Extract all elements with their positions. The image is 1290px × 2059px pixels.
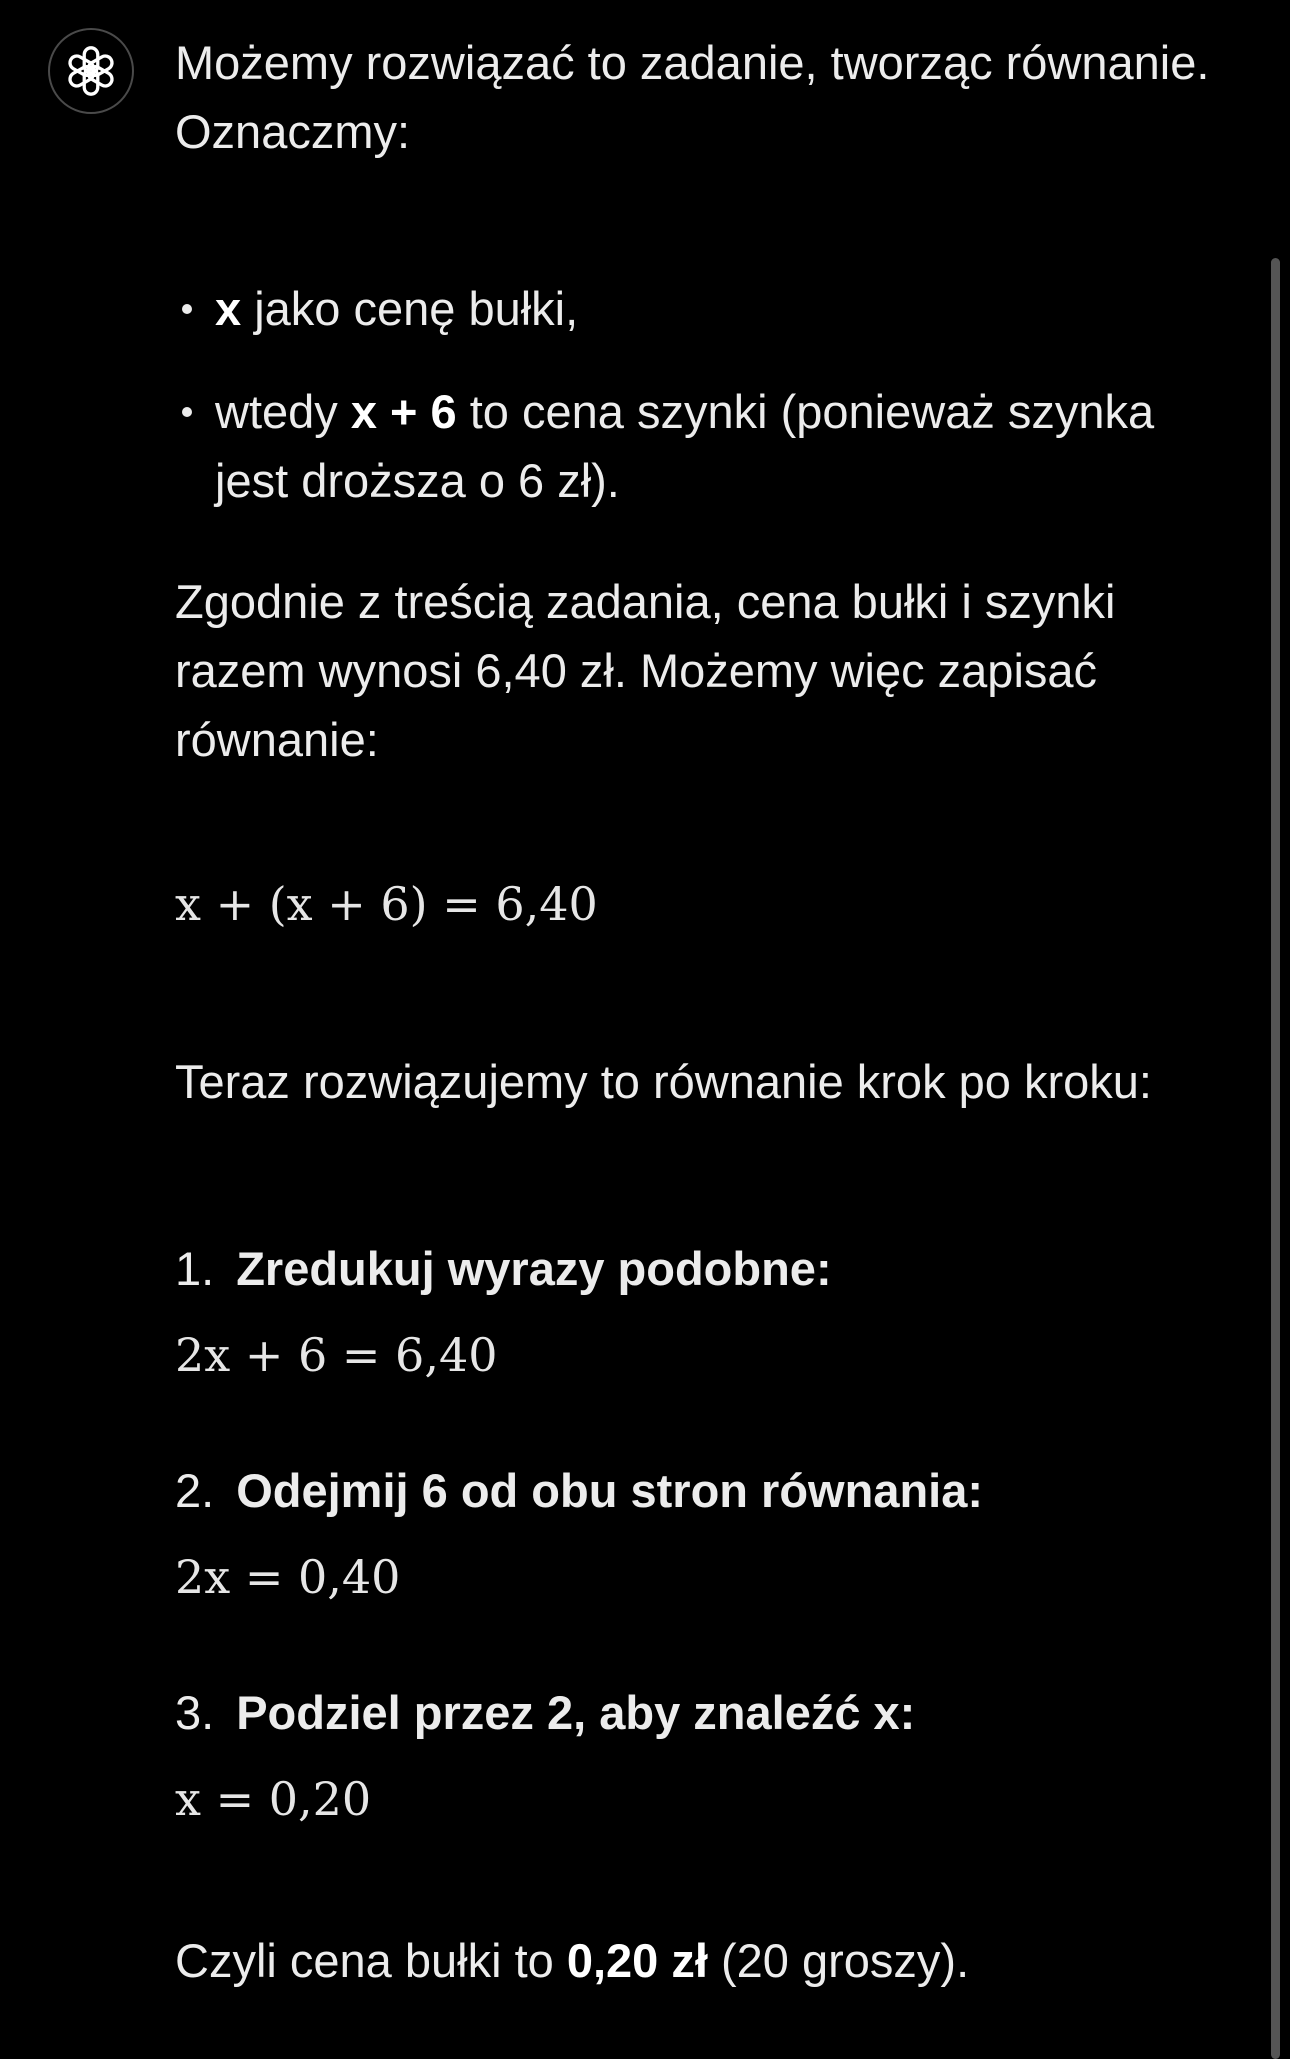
step-2: [175, 1456, 1215, 1612]
step-title-text: Zredukuj wyrazy podobne:: [236, 1242, 832, 1295]
final-suffix: (20 groszy).: [707, 1934, 970, 1987]
step-equation: 2x = 0,40: [175, 1550, 401, 1604]
step-title: [175, 1234, 1215, 1303]
definition-list: [175, 274, 1215, 515]
final-prefix: Czyli cena bułki to: [175, 1934, 567, 1987]
list-item-text: to cena szynki (ponieważ szynka jest droższa o 6 zł).: [215, 385, 1155, 507]
intro-text: Możemy rozwiązać to zadanie, tworząc równanie. Oznaczmy:: [175, 36, 1210, 158]
step-title-text: Odejmij 6 od obu stron równania:: [236, 1464, 984, 1517]
step-3: [175, 1678, 1215, 1834]
step-number: 2.: [175, 1464, 215, 1517]
expression-bold: x + 6: [350, 385, 457, 438]
assistant-avatar: [48, 28, 134, 114]
list-item: [175, 377, 1215, 515]
final-answer: [175, 1926, 1215, 1995]
list-item-prefix: wtedy: [215, 385, 351, 438]
list-item: [175, 274, 1215, 343]
step-number: 1.: [175, 1242, 215, 1295]
openai-logo-icon: [62, 42, 120, 100]
main-equation: x + (x + 6) = 6,40: [175, 877, 598, 931]
step-equation: 2x + 6 = 6,40: [175, 1328, 498, 1382]
solution-steps: [175, 1234, 1215, 1834]
step-number: 3.: [175, 1686, 215, 1739]
step-title: [175, 1456, 1215, 1525]
list-item-text: jako cenę bułki,: [241, 282, 579, 335]
step-title: [175, 1678, 1215, 1747]
step-title-text: Podziel przez 2, aby znaleźć x:: [236, 1686, 916, 1739]
paragraph-condition: Zgodnie z treścią zadania, cena bułki i szynki razem wynosi 6,40 zł. Możemy więc zapisać równanie:: [175, 575, 1116, 766]
final-price-bold: 0,20 zł: [566, 1934, 708, 1987]
scrollbar[interactable]: [1271, 258, 1280, 2059]
paragraph-steps-intro: Teraz rozwiązujemy to równanie krok po kroku:: [175, 1055, 1152, 1108]
step-equation: x = 0,20: [175, 1772, 372, 1826]
step-1: [175, 1234, 1215, 1390]
variable-bold: x: [215, 282, 242, 335]
assistant-message: [175, 28, 1215, 1995]
